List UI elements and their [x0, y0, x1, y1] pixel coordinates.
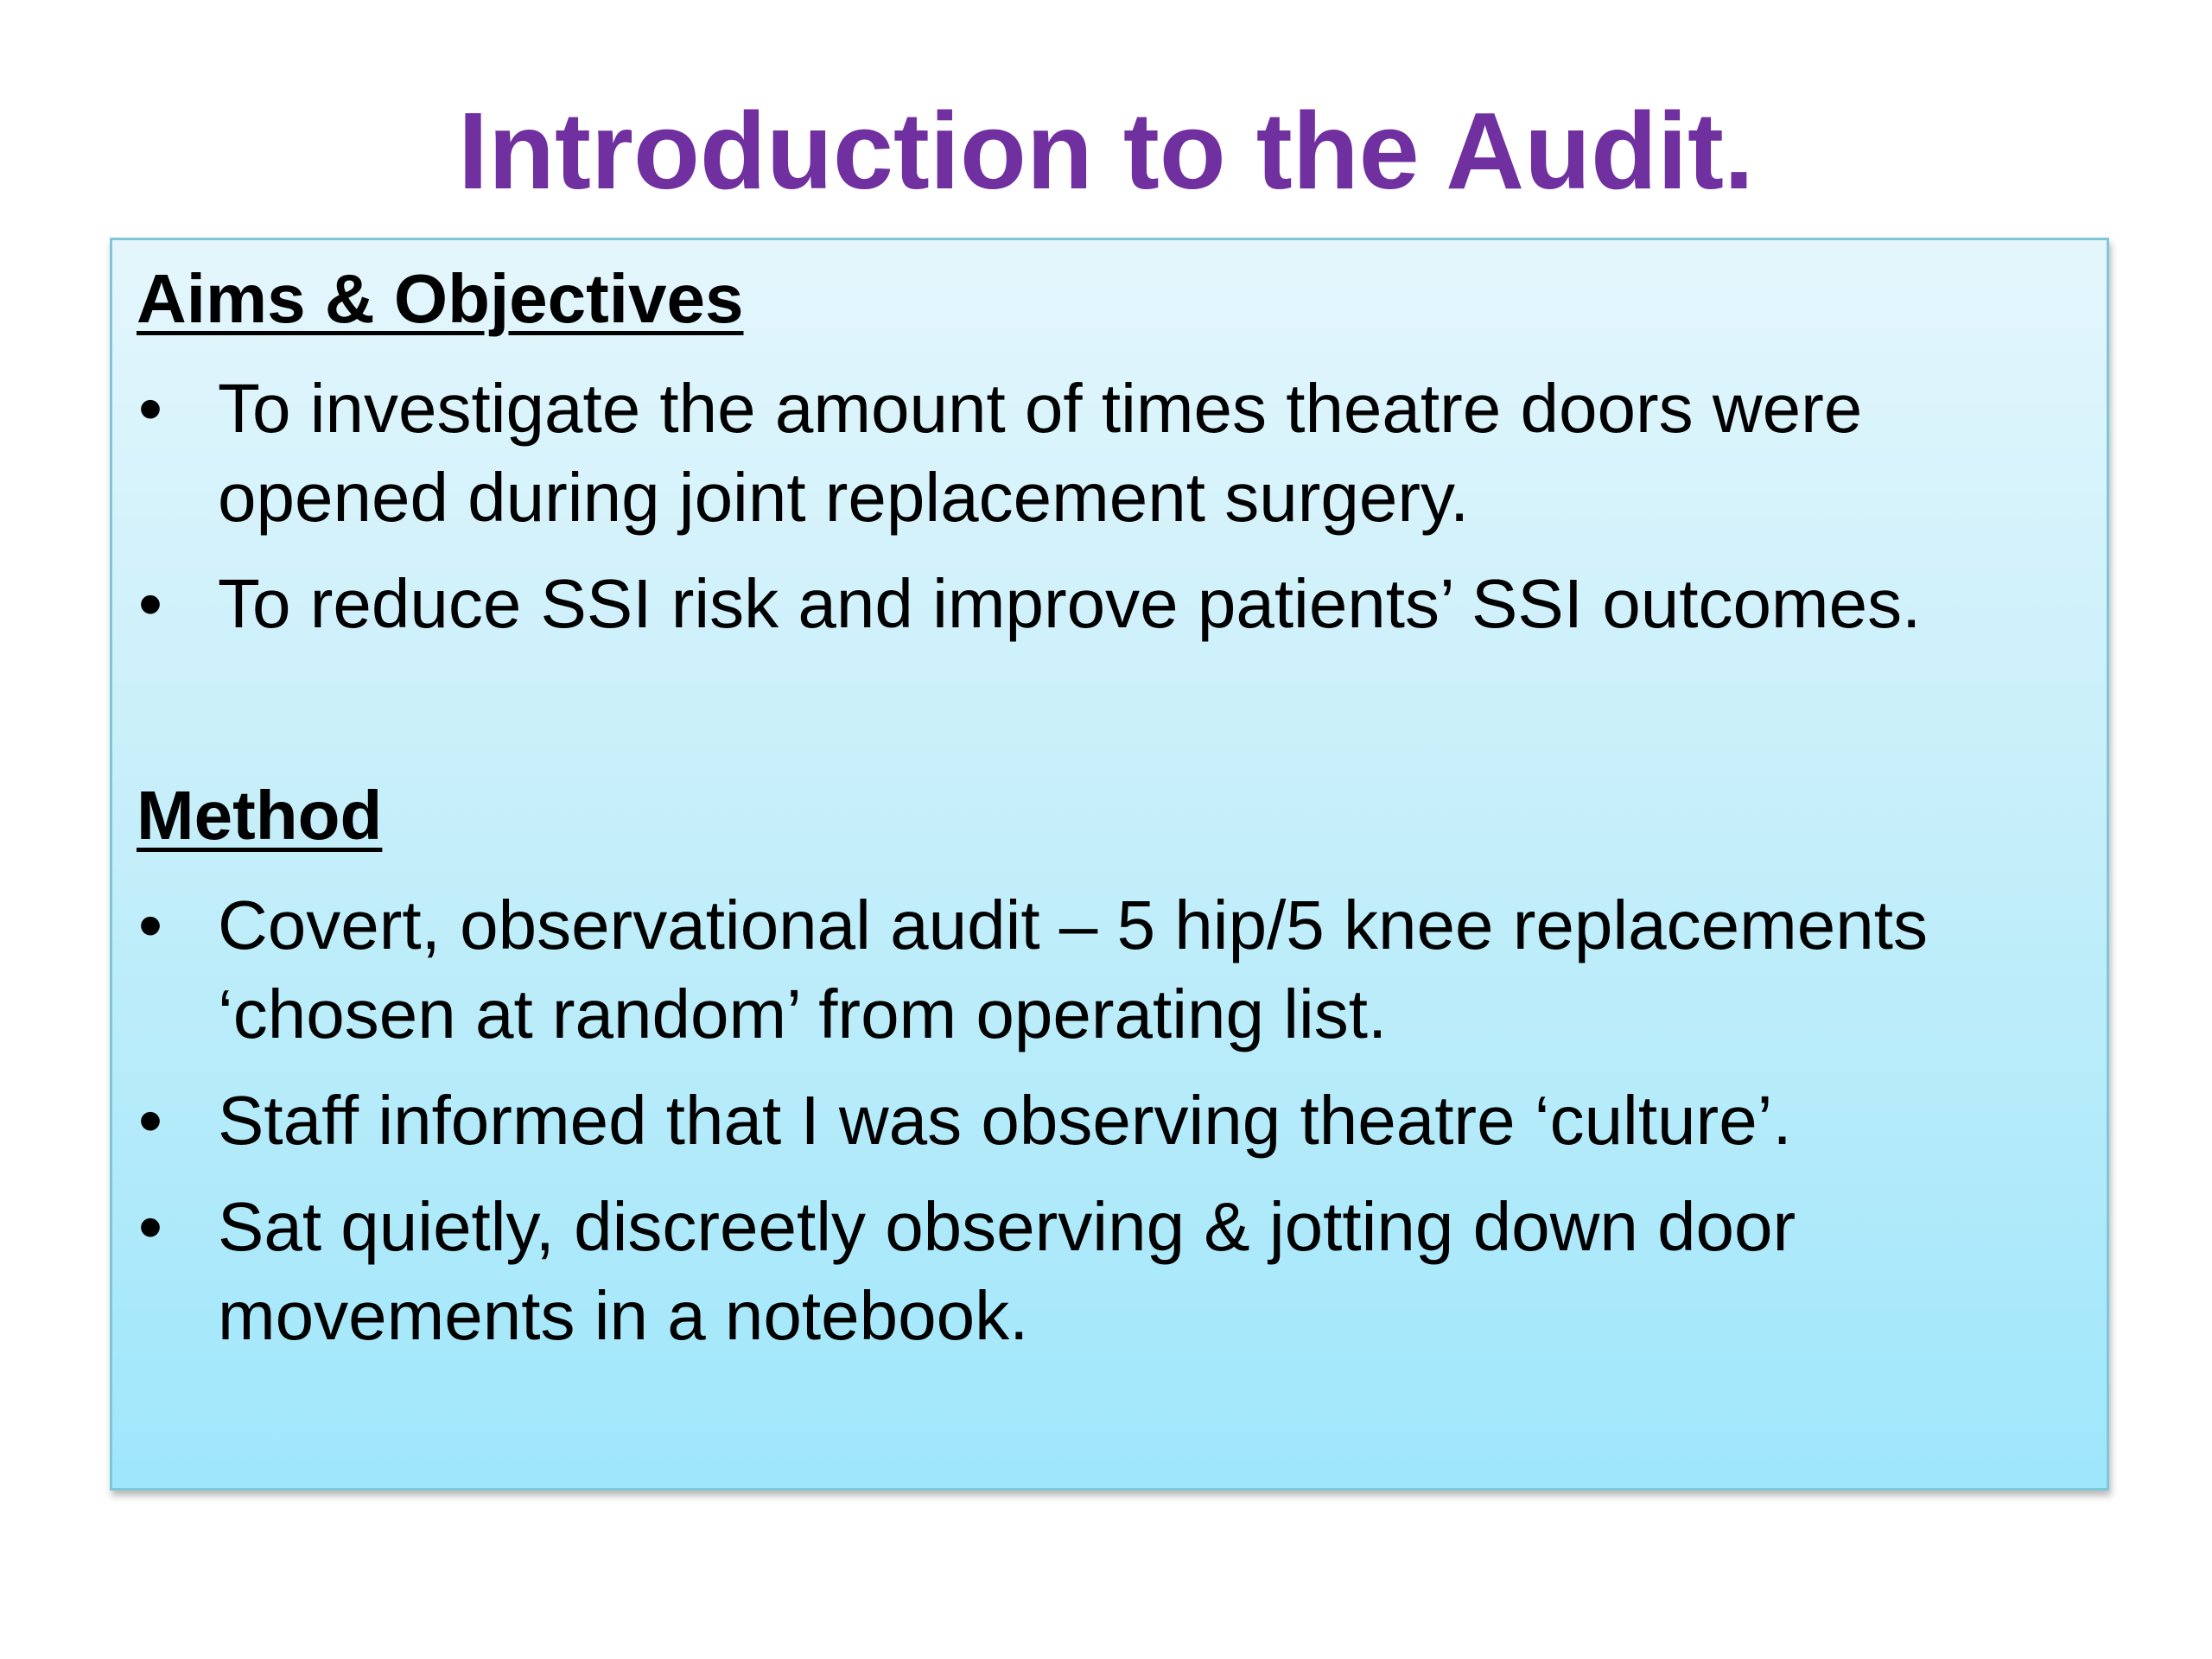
content-box: [110, 238, 2109, 1491]
slide-title: Introduction to the Audit.: [457, 90, 1754, 212]
bullet-text-line: ‘chosen at random’ from operating list.: [218, 976, 1388, 1052]
method-bullet-list: [112, 880, 2112, 1377]
bullet-icon: •: [138, 887, 163, 963]
bullet-text-line: To investigate the amount of times theatre doors were: [218, 370, 1863, 447]
bullet-text-line: Staff informed that I was observing theatre ‘culture’.: [218, 1082, 1792, 1159]
list-item: [112, 1182, 2112, 1360]
bullet-text-line: Sat quietly, discreetly observing & jotting down door: [218, 1188, 1796, 1265]
bullet-icon: •: [138, 565, 163, 642]
list-item: [112, 1076, 2112, 1165]
bullet-text-line: To reduce SSI risk and improve patients’ SSI outcomes.: [218, 565, 1922, 642]
list-item: [112, 880, 2112, 1058]
method-heading: Method: [137, 777, 383, 854]
bullet-icon: •: [138, 370, 163, 447]
bullet-icon: •: [138, 1188, 163, 1265]
bullet-icon: •: [138, 1082, 163, 1159]
list-item: [112, 559, 2112, 648]
bullet-text-line: Covert, observational audit – 5 hip/5 knee replacements: [218, 887, 1928, 963]
bullet-text-line: opened during joint replacement surgery.: [218, 459, 1470, 536]
list-item: [112, 364, 2112, 542]
aims-objectives-heading: Aims & Objectives: [137, 260, 744, 337]
aims-bullet-list: [112, 364, 2112, 665]
bullet-text-line: movements in a notebook.: [218, 1277, 1029, 1354]
